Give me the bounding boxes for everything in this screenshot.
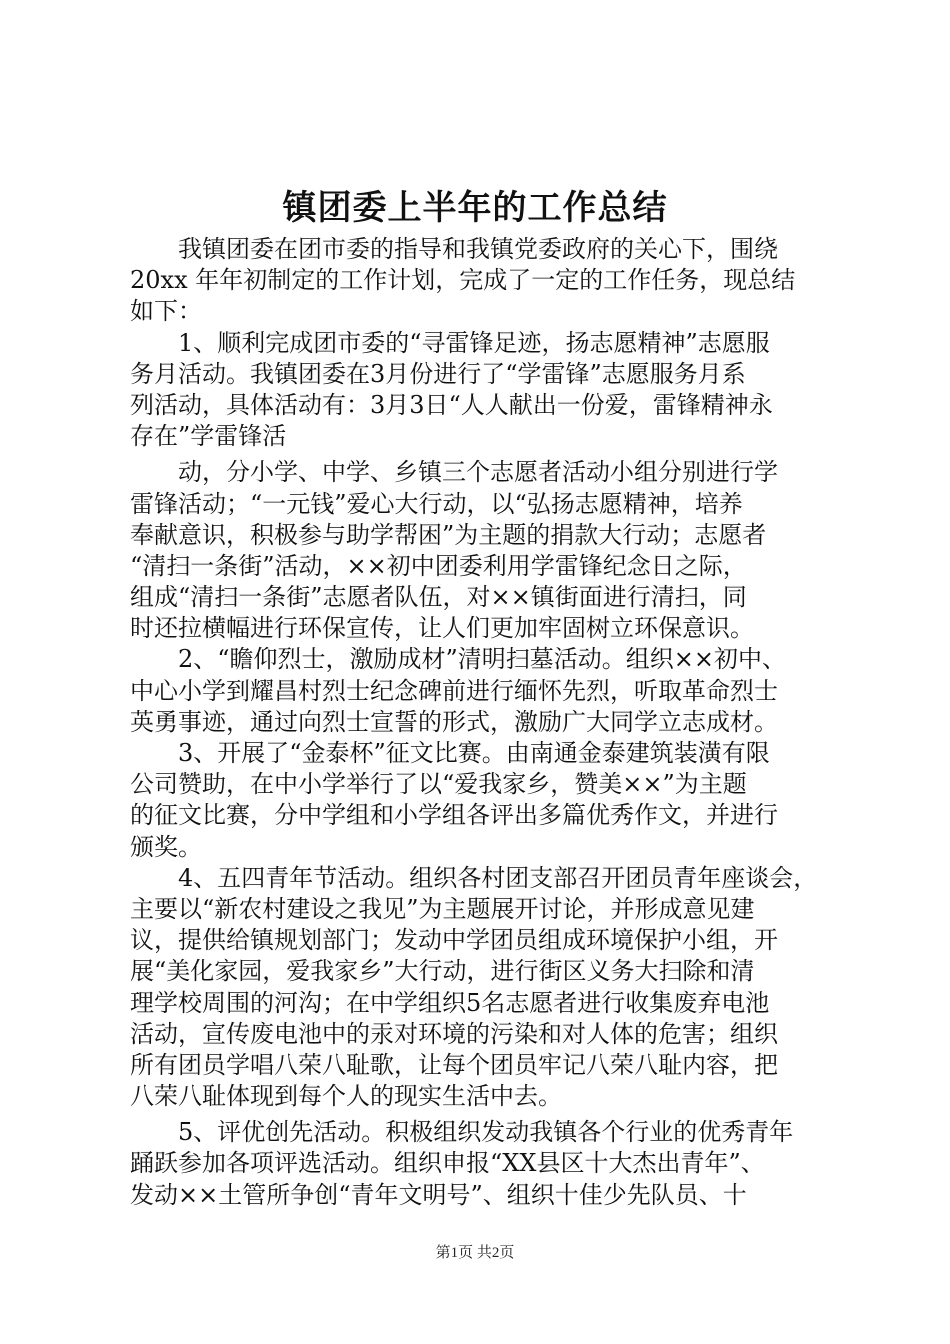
item-4-line: 主要以“新农村建设之我见”为主题展开讨论，并形成意见建 — [130, 894, 755, 923]
item-1-continued-line: 奉献意识，积极参与助学帮困”为主题的捐款大行动；志愿者 — [130, 520, 767, 549]
item-4-line: 议，提供给镇规划部门；发动中学团员组成环境保护小组，开 — [130, 926, 778, 955]
item-1-line: 列活动，具体活动有：3月3日“人人献出一份爱，雷锋精神永 — [130, 390, 773, 419]
item-4-line: 八荣八耻体现到每个人的现实生活中去。 — [130, 1082, 562, 1111]
page-indicator: 第1页 共2页 — [435, 1245, 515, 1261]
document-title: 镇团委上半年的工作总结 — [282, 188, 668, 228]
item-4-line: 所有团员学唱八荣八耻歌，让每个团员牢记八荣八耻内容，把 — [130, 1050, 778, 1079]
item-2-line: 英勇事迹，通过向烈士宣誓的形式，激励广大同学立志成材。 — [130, 707, 778, 736]
item-3-line: 颁奖。 — [130, 832, 202, 861]
item-3-line: 的征文比赛，分中学组和小学组各评出多篇优秀作文，并进行 — [130, 801, 778, 830]
item-5-line: 5、评优创先活动。积极组织发动我镇各个行业的优秀青年 — [178, 1118, 794, 1147]
item-1-line: 务月活动。我镇团委在3月份进行了“学雷锋”志愿服务月系 — [130, 359, 746, 388]
item-1-line: 1、顺利完成团市委的“寻雷锋足迹，扬志愿精神”志愿服 — [178, 328, 770, 357]
item-2-line: 2、“瞻仰烈士，激励成材”清明扫墓活动。组织××初中、 — [178, 645, 787, 674]
intro-line: 如下： — [130, 297, 202, 326]
item-1-continued-line: 雷锋活动；“一元钱”爱心大行动，以“弘扬志愿精神，培养 — [130, 489, 743, 518]
item-1-continued-line: 动，分小学、中学、乡镇三个志愿者活动小组分别进行学 — [178, 458, 778, 487]
item-3-line: 公司赞助，在中小学举行了以“爱我家乡，赞美××”为主题 — [130, 770, 747, 799]
item-4-line: 活动，宣传废电池中的汞对环境的污染和对人体的危害；组织 — [130, 1019, 778, 1048]
item-4-line: 展“美化家园，爱我家乡”大行动，进行街区义务大扫除和清 — [130, 957, 755, 986]
item-3-line: 3、开展了“金泰杯”征文比赛。由南通金泰建筑装潢有限 — [178, 739, 770, 767]
item-1-continued-line: 组成“清扫一条街”志愿者队伍，对××镇街面进行清扫，同 — [130, 583, 747, 612]
item-4-line: 4、五四青年节活动。组织各村团支部召开团员青年座谈会， — [178, 863, 818, 892]
item-1-line: 存在”学雷锋活 — [130, 422, 287, 451]
item-4-line: 理学校周围的河沟；在中学组织5名志愿者进行收集废弃电池 — [130, 988, 770, 1017]
item-1-continued-line: 时还拉横幅进行环保宣传，让人们更加牢固树立环保意识。 — [130, 614, 754, 643]
intro-line: 20xx 年年初制定的工作计划，完成了一定的工作任务，现总结 — [130, 266, 796, 295]
intro-line: 我镇团委在团市委的指导和我镇党委政府的关心下，围绕 — [178, 235, 778, 263]
document-body — [130, 234, 830, 1211]
item-5-line: 发动××土管所争创“青年文明号”、组织十佳少先队员、十 — [130, 1180, 747, 1209]
item-5-line: 踊跃参加各项评选活动。组织申报“XX县区十大杰出青年”、 — [130, 1149, 765, 1178]
item-1-continued-line: “清扫一条街”活动，××初中团委利用学雷锋纪念日之际， — [130, 551, 747, 580]
item-2-line: 中心小学到耀昌村烈士纪念碑前进行缅怀先烈，听取革命烈士 — [130, 676, 778, 705]
